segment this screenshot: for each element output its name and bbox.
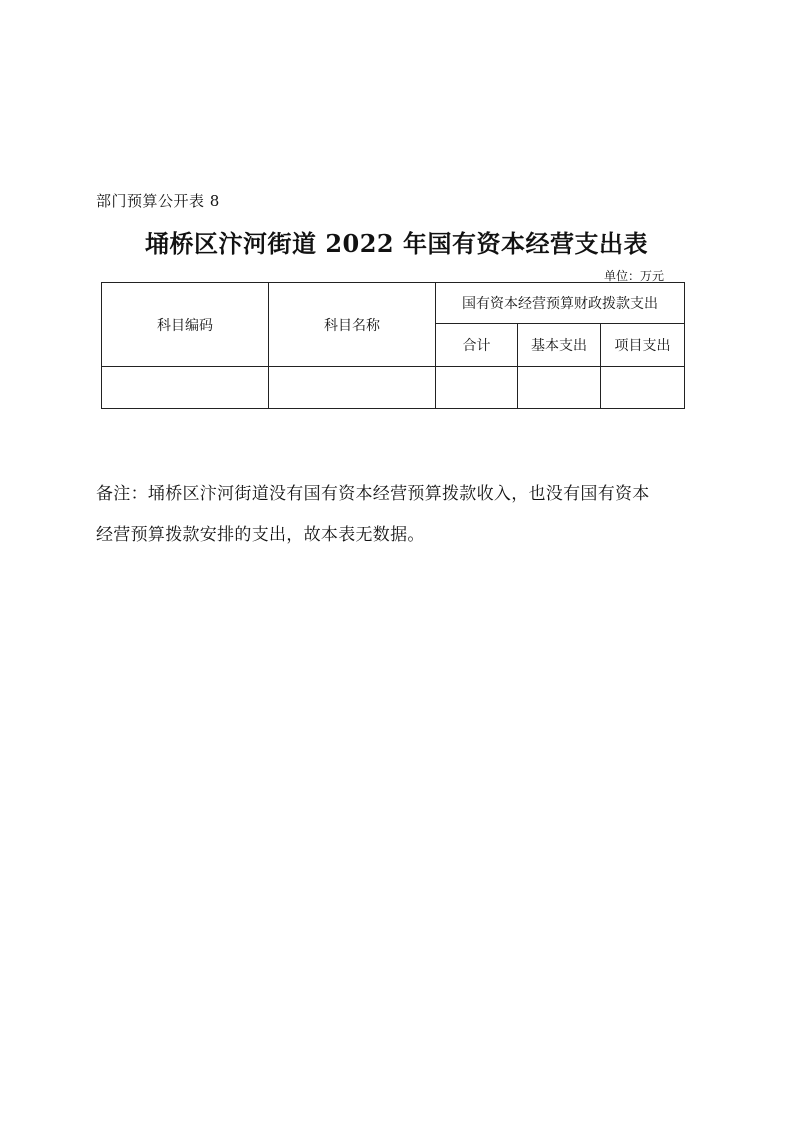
header-project: 项目支出: [601, 324, 685, 367]
remark-line-1: 备注：埇桥区汴河街道没有国有资本经营预算拨款收入，也没有国有资本: [96, 484, 650, 504]
header-subject-code: 科目编码: [102, 283, 269, 367]
unit-note: 单位：万元: [603, 269, 664, 283]
header-group-expenditure: 国有资本经营预算财政拨款支出: [436, 283, 685, 324]
cell-subject-code: [102, 367, 269, 409]
cell-project: [601, 367, 685, 409]
header-row-group: [102, 283, 685, 324]
document-label: 部门预算公开表 8: [96, 192, 220, 210]
remark-line-2: 经营预算拨款安排的支出，故本表无数据。: [96, 525, 425, 545]
cell-subject-name: [269, 367, 436, 409]
header-basic: 基本支出: [518, 324, 601, 367]
header-total: 合计: [436, 324, 518, 367]
page-title: 埇桥区汴河街道 2022 年国有资本经营支出表: [144, 229, 648, 258]
remark: [96, 474, 700, 556]
budget-table: [101, 282, 685, 409]
header-subject-name: 科目名称: [269, 283, 436, 367]
table-row: [102, 367, 685, 409]
cell-basic: [518, 367, 601, 409]
cell-total: [436, 367, 518, 409]
